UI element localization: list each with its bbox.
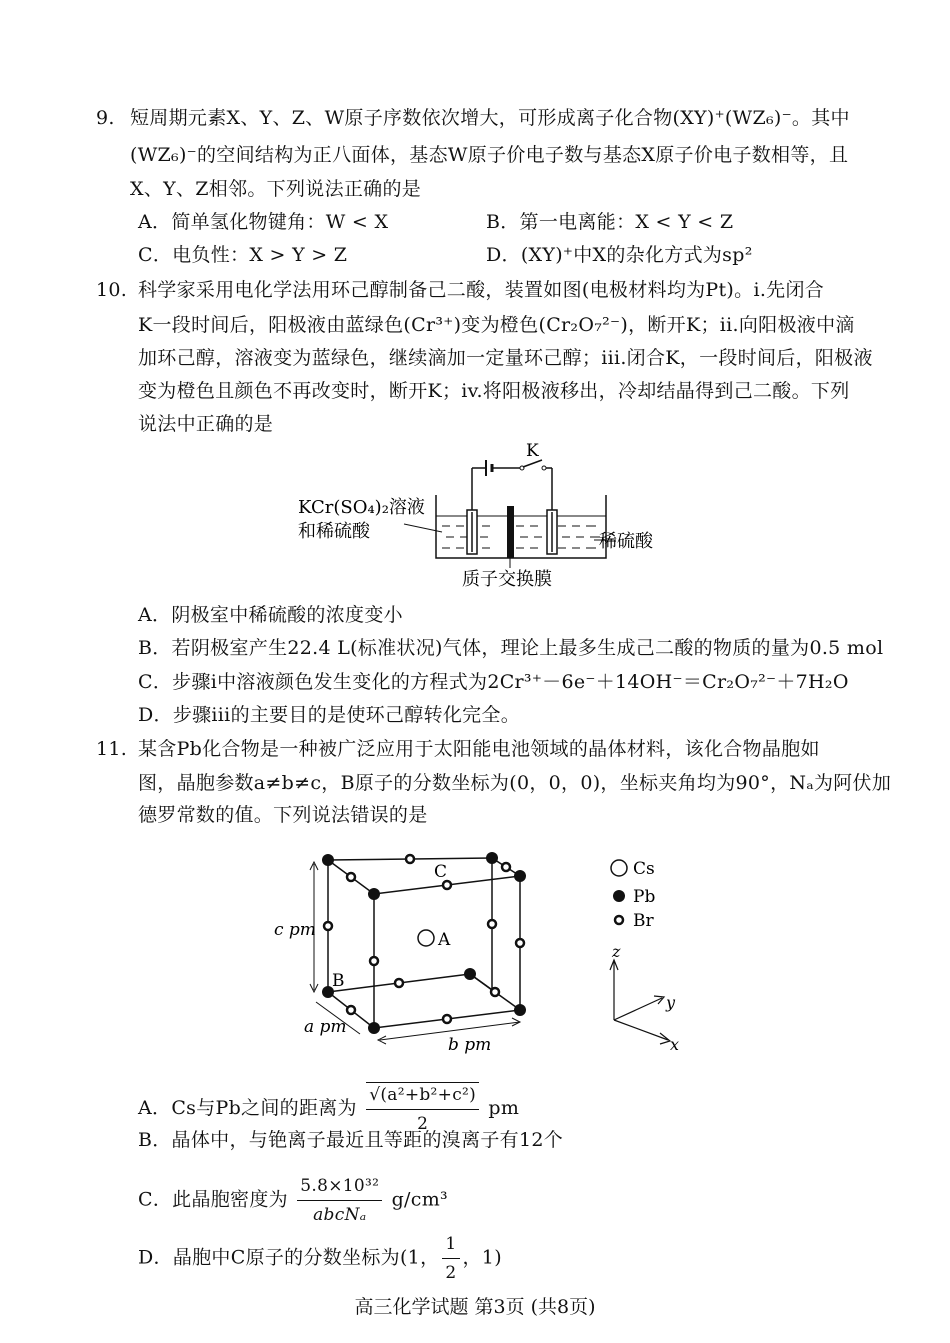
liquid-dashes — [442, 526, 600, 548]
q11-option-d-prefix: D．晶胞中C原子的分数坐标为(1， — [138, 1246, 440, 1269]
q11-option-c-prefix: C．此晶胞密度为 — [138, 1188, 288, 1211]
axis-x-label: x — [670, 1035, 680, 1054]
q10-option-b: B．若阴极室产生22.4 L(标准状况)气体，理论上最多生成己二酸的物质的量为0.5 mol — [138, 637, 884, 659]
q11-option-c-numerator: 5.8×10³² — [297, 1174, 382, 1201]
q10-line-4: 变为橙色且颜色不再改变时，断开K；iv.将阳极液移出，冷却结晶得到己二酸。下列 — [138, 380, 850, 402]
q11-option-c-fraction — [297, 1174, 382, 1227]
q10-option-c: C．步骤i中溶液颜色发生变化的方程式为2Cr³⁺－6e⁻＋14OH⁻＝Cr₂O₇²⁻＋7H₂O — [138, 671, 849, 693]
label-c: C — [434, 862, 448, 882]
q10-option-d: D．步骤iii的主要目的是使环己醇转化完全。 — [138, 704, 521, 726]
q11-option-a-numerator: √(a²+b²+c²) — [366, 1082, 479, 1110]
axis-z-label: z — [612, 942, 621, 961]
q11-option-d-numerator: 1 — [442, 1232, 459, 1259]
legend-pb-symbol — [613, 890, 625, 902]
right-solution-label: 稀硫酸 — [599, 531, 653, 552]
axis-y-label: y — [666, 993, 676, 1012]
membrane-label: 质子交换膜 — [462, 569, 552, 590]
q10-number: 10. — [96, 279, 128, 301]
q11-option-d — [138, 1232, 502, 1285]
q10-line-3: 加环己醇，溶液变为蓝绿色，继续滴加一定量环己醇；iii.闭合K，一段时间后，阳极液 — [138, 347, 873, 369]
proton-exchange-membrane — [507, 506, 514, 558]
switch-label: K — [526, 441, 539, 461]
switch-contact-right — [542, 466, 546, 470]
q11-option-c — [138, 1174, 448, 1227]
q11-option-b: B．晶体中，与铯离子最近且等距的溴离子有12个 — [138, 1129, 564, 1151]
legend-pb-label: Pb — [633, 887, 656, 907]
q10-option-a: A．阴极室中稀硫酸的浓度变小 — [138, 604, 403, 626]
q9-option-b: B．第一电离能：X < Y < Z — [486, 211, 734, 233]
q9-option-a: A．简单氢化物键角：W < X — [138, 211, 389, 233]
legend-br-symbol — [615, 916, 623, 924]
q9-option-d: D．(XY)⁺中X的杂化方式为sp² — [486, 244, 753, 266]
q11-number: 11. — [96, 738, 128, 760]
legend-br-label: Br — [633, 911, 654, 931]
left-solution-label-2: 和稀硫酸 — [298, 521, 370, 542]
q11-line-2: 图，晶胞参数a≠b≠c，B原子的分数坐标为(0，0，0)，坐标夹角均为90°，Nₐ为阿伏加 — [138, 772, 892, 794]
c-pm-label: c pm — [274, 920, 316, 940]
q11-option-c-denominator: abcNₐ — [313, 1205, 367, 1225]
label-b: B — [332, 971, 345, 991]
q9-number: 9. — [96, 107, 115, 129]
q11-option-a-unit: pm — [488, 1097, 520, 1119]
legend-cs-symbol — [611, 860, 627, 876]
page-footer: 高三化学试题 第3页 (共8页) — [354, 1296, 596, 1318]
left-solution-label-1: KCr(SO₄)₂溶液 — [298, 497, 425, 518]
crystal-cell-diagram — [270, 840, 700, 1060]
a-pm-label: a pm — [304, 1017, 347, 1037]
switch-lever — [523, 460, 542, 467]
q11-option-a-denominator: 2 — [417, 1114, 429, 1134]
q9-line-3: X、Y、Z相邻。下列说法正确的是 — [130, 178, 422, 200]
q9-line-1: 短周期元素X、Y、Z、W原子序数依次增大，可形成离子化合物(XY)⁺(WZ₆)⁻。其中 — [130, 107, 850, 129]
q10-line-2: K一段时间后，阳极液由蓝绿色(Cr³⁺)变为橙色(Cr₂O₇²⁻)，断开K；ii.向阳极液中滴 — [138, 314, 855, 336]
q11-line-1: 某含Pb化合物是一种被广泛应用于太阳能电池领域的晶体材料，该化合物晶胞如 — [138, 738, 820, 760]
electrolysis-apparatus-diagram — [290, 440, 670, 590]
q11-option-a-prefix: A．Cs与Pb之间的距离为 — [138, 1097, 357, 1119]
legend-cs-label: Cs — [633, 859, 655, 879]
cs-atom — [418, 930, 434, 946]
label-a: A — [438, 930, 451, 950]
q11-option-c-unit: g/cm³ — [391, 1188, 448, 1211]
coordinate-axes — [610, 960, 670, 1044]
q9-line-2: (WZ₆)⁻的空间结构为正八面体，基态W原子价电子数与基态X原子价电子数相等，且 — [130, 144, 849, 166]
q11-option-d-fraction — [442, 1232, 459, 1285]
q11-option-d-suffix: ，1) — [462, 1246, 502, 1269]
q9-option-c: C．电负性：X > Y > Z — [138, 244, 348, 266]
q10-line-1: 科学家采用电化学法用环己醇制备己二酸，装置如图(电极材料均为Pt)。i.先闭合 — [138, 279, 825, 301]
q11-option-d-denominator: 2 — [445, 1263, 457, 1283]
b-pm-label: b pm — [448, 1035, 492, 1055]
q10-line-5: 说法中正确的是 — [138, 413, 274, 435]
q11-line-3: 德罗常数的值。下列说法错误的是 — [138, 804, 428, 826]
